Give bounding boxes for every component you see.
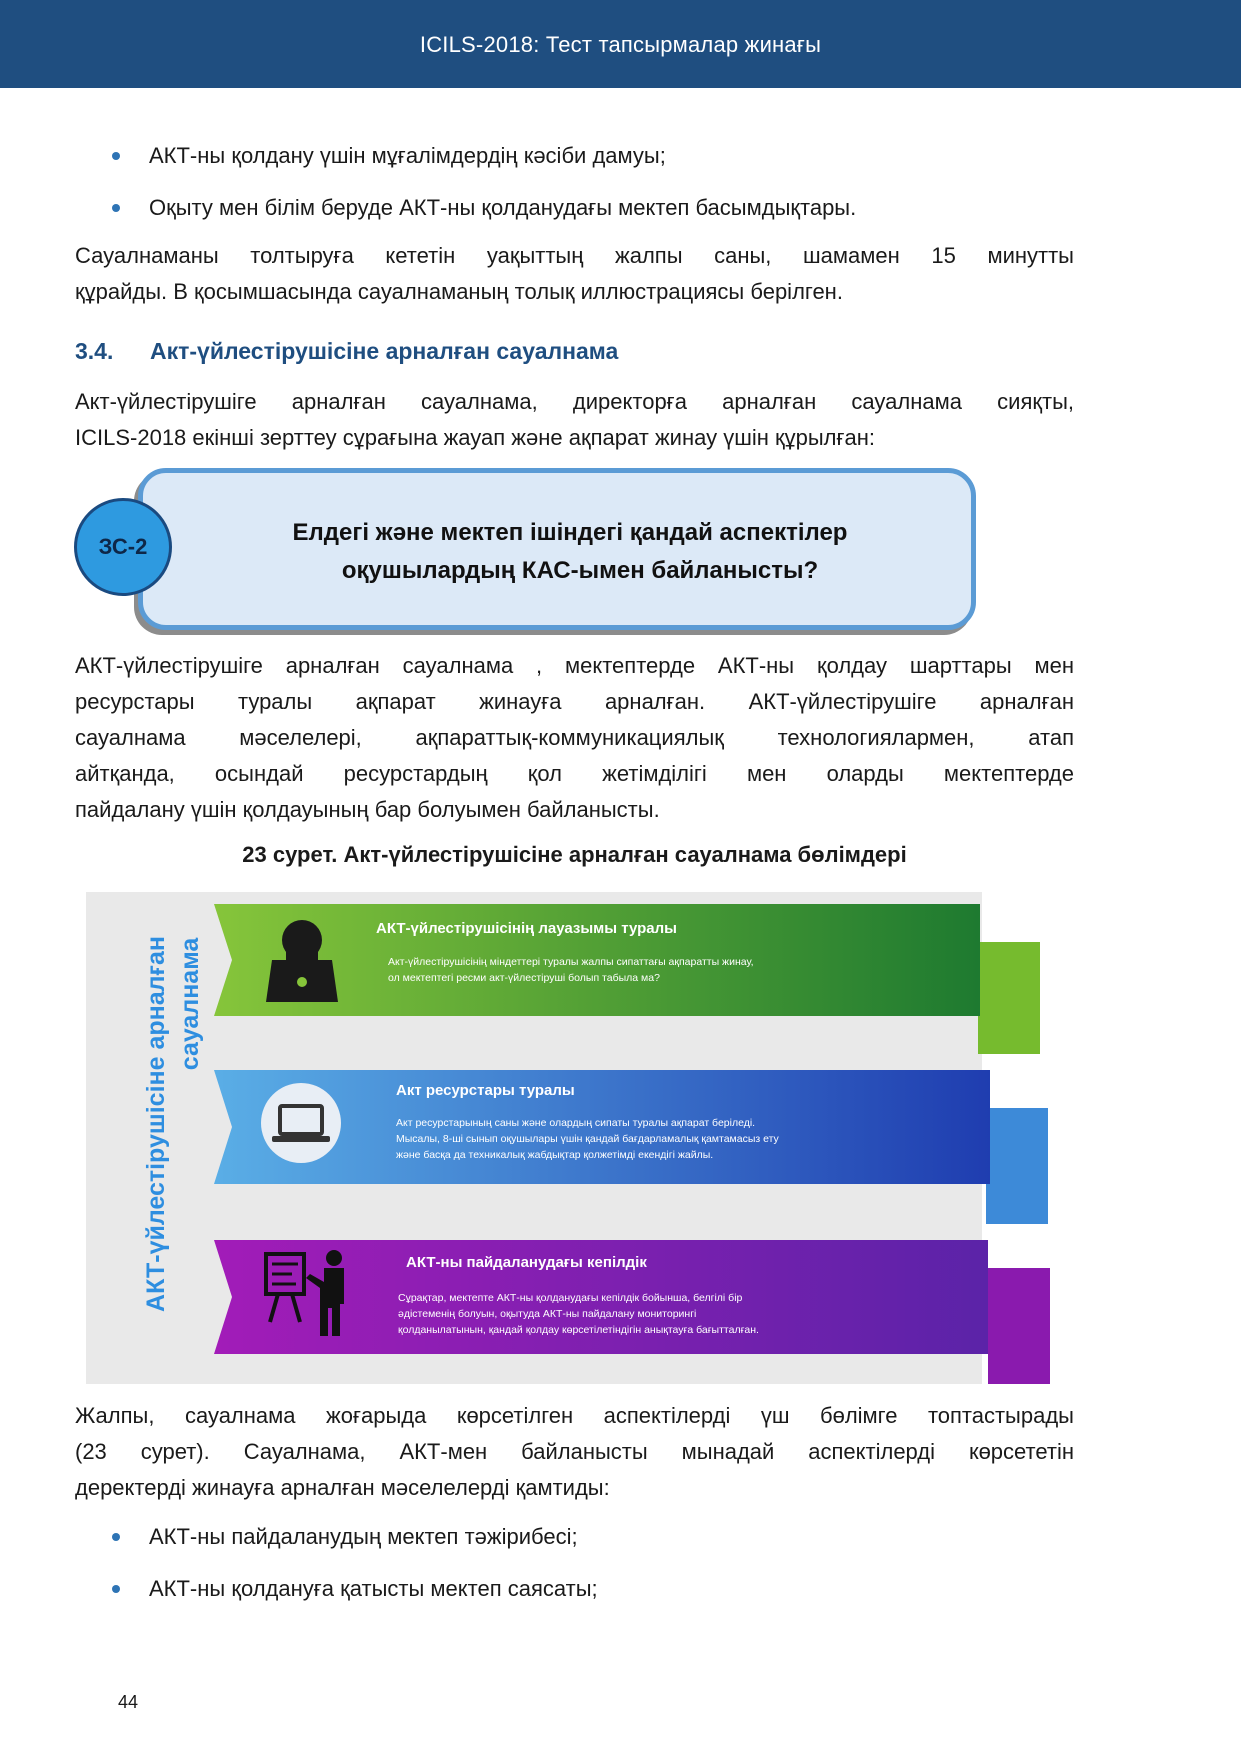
presenter-board-icon — [262, 1248, 354, 1340]
paragraph-line: ICILS-2018 екінші зерттеу сұрағына жауап және ақпарат жинау үшін құрылған: — [75, 425, 876, 450]
research-question-badge: ЗС-2 — [74, 498, 172, 596]
band-coordinator-position — [376, 904, 976, 1016]
list-item-text: АКТ-ны қолдануға қатысты мектеп саясаты; — [149, 1576, 598, 1601]
paragraph-line: айтқанда, осындай ресурстардың қол жетімділігі мен оларды мектептерде — [75, 761, 1074, 786]
band-title: АКТ-ны пайдаланудағы кепілдік — [406, 1254, 647, 1271]
side-label-line1: АКТ-үйлестірушісіне арналған — [142, 936, 170, 1312]
list-item-text: Оқыту мен білім беруде АКТ-ны қолданудағы мектеп басымдықтары. — [149, 195, 857, 220]
paragraph-line: (23 сурет). Сауалнама, АКТ-мен байланысты мынадай аспектілерді көрсететін — [75, 1439, 1074, 1464]
band-description — [388, 954, 754, 986]
paragraph-line: Жалпы, сауалнама жоғарыда көрсетілген аспектілерді үш бөлімге топтастырады — [75, 1403, 1074, 1428]
figure-caption: 23 сурет. Акт-үйлестірушісіне арналған сауалнама бөлімдері — [242, 842, 907, 867]
research-question-text — [200, 514, 940, 590]
paragraph-line: сауалнама мәселелері, ақпараттық-коммуникациялық технологиялармен, атап — [75, 725, 1074, 750]
band-title: АКТ-үйлестірушісінің лауазымы туралы — [376, 920, 677, 937]
header-title: ICILS-2018: Тест тапсырмалар жинағы — [419, 32, 822, 57]
band-ict-assurance — [398, 1240, 1006, 1352]
band-description-line: әдістеменің болуын, оқытуда АКТ-ны пайдалану мониторингі — [398, 1308, 697, 1320]
band-description-line: Акт ресурстарының саны және олардың сипаты туралы ақпарат беріледі. — [396, 1117, 756, 1129]
band-description — [396, 1115, 779, 1163]
band-title: Акт ресурстары туралы — [396, 1082, 575, 1099]
band-description-line: ол мектептегі ресми акт-үйлестіруші болып табыла ма? — [388, 972, 660, 984]
paragraph — [75, 648, 1074, 828]
paragraph-line: құрайды. В қосымшасында сауалнаманың толық иллюстрациясы берілген. — [75, 279, 843, 304]
band-description-line: Сұрақтар, мектепте АКТ-ны қолданудағы кепілдік бойынша, белгілі бір — [398, 1292, 743, 1304]
section-number: 3.4. — [75, 338, 114, 364]
paragraph — [75, 238, 1074, 310]
paragraph-line: ресурстары туралы ақпарат жинауға арналған. АКТ-үйлестірушіге арналған — [75, 689, 1074, 714]
bullet-icon — [112, 1585, 120, 1593]
side-label-line2: сауалнама — [176, 937, 204, 1071]
band-description-line: Мысалы, 8-ші сынып оқушылары үшін қандай бағдарламалық қамтамасыз ету — [396, 1133, 779, 1145]
page-number: 44 — [118, 1692, 139, 1712]
band-description — [398, 1290, 759, 1338]
page-header — [0, 0, 1241, 88]
list-item-text: АКТ-ны қолдану үшін мұғалімдердің кәсіби дамуы; — [149, 143, 666, 168]
paragraph-line: пайдалану үшін қолдауының бар болуымен байланысты. — [75, 797, 660, 822]
band-description-line: Акт-үйлестірушісінің міндеттері туралы жалпы сипаттағы ақпаратты жинау, — [388, 956, 754, 968]
bullet-icon — [112, 1533, 120, 1541]
band-description-line: және басқа да техникалық жабдықтар қолжетімді екендігі жайлы. — [396, 1149, 714, 1161]
bullet-icon — [112, 152, 120, 160]
paragraph-line: Сауалнаманы толтыруға кететін уақыттың жалпы саны, шамамен 15 минутты — [75, 243, 1074, 268]
paragraph-line: АКТ-үйлестірушіге арналған сауалнама , мектептерде АКТ-ны қолдау шарттары мен — [75, 653, 1074, 678]
section-title: Акт-үйлестірушісіне арналған сауалнама — [150, 338, 619, 364]
paragraph — [75, 384, 1074, 456]
research-question-line: оқушылардың КАС-ымен байланысты? — [341, 557, 819, 584]
research-question-line: Елдегі және мектеп ішіндегі қандай аспектілер — [292, 519, 848, 546]
list-item-text: АКТ-ны пайдаланудың мектеп тәжірибесі; — [149, 1524, 578, 1549]
laptop-icon — [260, 1082, 342, 1164]
bullet-icon — [112, 204, 120, 212]
band-description-line: қолданылатынын, қандай қолдау көрсетілетіндігін анықтауға бағытталған. — [398, 1324, 759, 1336]
person-laptop-icon — [262, 912, 342, 1002]
paragraph-line: Акт-үйлестірушіге арналған сауалнама, директорға арналған сауалнама сияқты, — [75, 389, 1074, 414]
band-ict-resources — [396, 1070, 996, 1182]
paragraph — [75, 1398, 1074, 1506]
paragraph-line: деректерді жинауға арналған мәселелерді қамтиды: — [75, 1475, 610, 1500]
